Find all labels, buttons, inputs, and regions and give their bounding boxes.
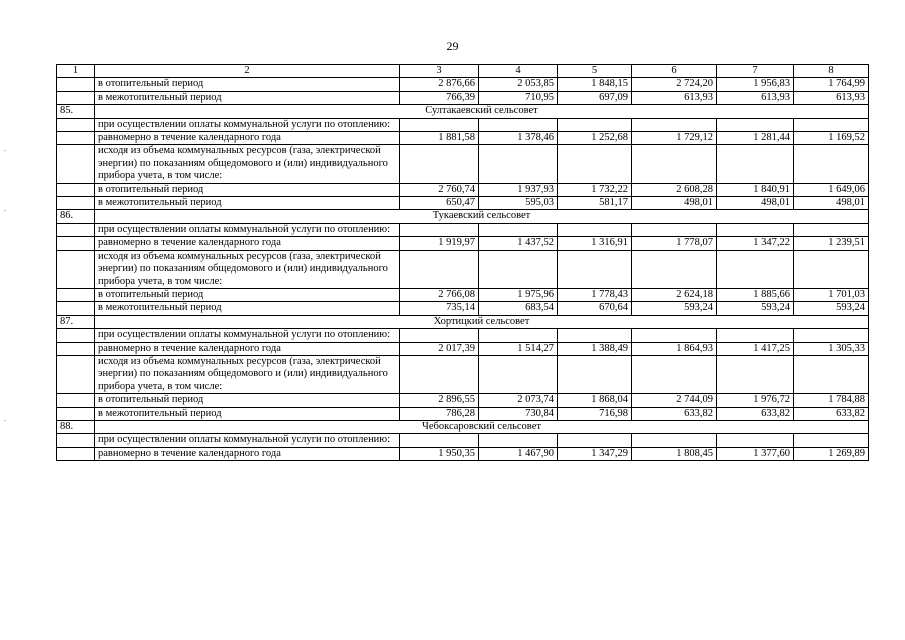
value-cell: 1 864,93	[632, 342, 717, 355]
row-label: исходя из объема коммунальных ресурсов (газа, электрической энергии) по показаниям общедомового и (или) индивидуального прибора учета, в том числе:	[95, 355, 400, 393]
value-cell: 716,98	[558, 407, 632, 420]
table-row	[57, 407, 869, 420]
scan-artifact	[4, 420, 6, 421]
value-cell	[558, 145, 632, 183]
row-number	[57, 132, 95, 145]
row-number: 87.	[57, 315, 95, 328]
row-number	[57, 302, 95, 315]
value-cell: 730,84	[479, 407, 558, 420]
section-title: Хортицкий сельсовет	[95, 315, 869, 328]
row-number	[57, 91, 95, 104]
value-cell	[479, 145, 558, 183]
value-cell: 1 281,44	[717, 132, 794, 145]
section-title: Чебоксаровский сельсовет	[95, 420, 869, 433]
value-cell	[632, 329, 717, 342]
value-cell	[717, 145, 794, 183]
value-cell: 1 868,04	[558, 394, 632, 407]
value-cell: 697,09	[558, 91, 632, 104]
value-cell	[400, 355, 479, 393]
value-cell	[479, 355, 558, 393]
value-cell: 1 701,03	[794, 288, 869, 301]
section-title: Тукаевский сельсовет	[95, 210, 869, 223]
value-cell: 1 808,45	[632, 447, 717, 460]
value-cell	[794, 145, 869, 183]
value-cell	[794, 434, 869, 447]
value-cell: 1 388,49	[558, 342, 632, 355]
row-number	[57, 329, 95, 342]
section-row	[57, 420, 869, 433]
header-cell: 2	[95, 65, 400, 78]
row-label: равномерно в течение календарного года	[95, 342, 400, 355]
value-cell: 1 956,83	[717, 78, 794, 91]
row-label: исходя из объема коммунальных ресурсов (газа, электрической энергии) по показаниям общедомового и (или) индивидуального прибора учета, в том числе:	[95, 250, 400, 288]
row-label: в отопительный период	[95, 288, 400, 301]
value-cell: 1 417,25	[717, 342, 794, 355]
row-number	[57, 118, 95, 131]
row-number	[57, 447, 95, 460]
value-cell: 581,17	[558, 197, 632, 210]
header-cell: 5	[558, 65, 632, 78]
value-cell	[400, 434, 479, 447]
value-cell: 683,54	[479, 302, 558, 315]
value-cell: 1 347,22	[717, 237, 794, 250]
value-cell	[632, 434, 717, 447]
value-cell: 1 252,68	[558, 132, 632, 145]
row-number: 86.	[57, 210, 95, 223]
table-row	[57, 288, 869, 301]
row-label: в отопительный период	[95, 183, 400, 196]
subheading-row	[57, 329, 869, 342]
value-cell: 613,93	[717, 91, 794, 104]
value-cell	[558, 250, 632, 288]
subheading-row	[57, 223, 869, 236]
header-cell: 6	[632, 65, 717, 78]
value-cell: 786,28	[400, 407, 479, 420]
value-cell: 2 608,28	[632, 183, 717, 196]
value-cell	[558, 355, 632, 393]
value-cell	[632, 223, 717, 236]
row-number	[57, 355, 95, 393]
row-label: исходя из объема коммунальных ресурсов (газа, электрической энергии) по показаниям общедомового и (или) индивидуального прибора учета, в том числе:	[95, 145, 400, 183]
value-cell: 650,47	[400, 197, 479, 210]
value-cell: 1 377,60	[717, 447, 794, 460]
value-cell: 1 976,72	[717, 394, 794, 407]
row-number	[57, 183, 95, 196]
subheading-row	[57, 250, 869, 288]
row-label: в межотопительный период	[95, 91, 400, 104]
value-cell: 1 840,91	[717, 183, 794, 196]
value-cell	[632, 355, 717, 393]
value-cell: 735,14	[400, 302, 479, 315]
scan-artifact	[4, 150, 6, 151]
value-cell	[558, 118, 632, 131]
value-cell: 498,01	[717, 197, 794, 210]
table-row	[57, 237, 869, 250]
value-cell: 1 169,52	[794, 132, 869, 145]
value-cell: 2 760,74	[400, 183, 479, 196]
value-cell: 1 378,46	[479, 132, 558, 145]
value-cell	[717, 329, 794, 342]
value-cell	[558, 329, 632, 342]
value-cell: 2 744,09	[632, 394, 717, 407]
value-cell: 1 732,22	[558, 183, 632, 196]
row-label: в межотопительный период	[95, 407, 400, 420]
value-cell: 1 784,88	[794, 394, 869, 407]
value-cell: 1 514,27	[479, 342, 558, 355]
value-cell: 1 848,15	[558, 78, 632, 91]
value-cell: 1 437,52	[479, 237, 558, 250]
subheading-row	[57, 355, 869, 393]
value-cell: 2 896,55	[400, 394, 479, 407]
value-cell: 593,24	[632, 302, 717, 315]
table-row	[57, 342, 869, 355]
value-cell: 1 950,35	[400, 447, 479, 460]
value-cell: 613,93	[794, 91, 869, 104]
value-cell	[400, 118, 479, 131]
value-cell: 498,01	[632, 197, 717, 210]
value-cell	[717, 223, 794, 236]
value-cell: 1 729,12	[632, 132, 717, 145]
value-cell: 2 624,18	[632, 288, 717, 301]
value-cell: 593,24	[717, 302, 794, 315]
value-cell	[717, 434, 794, 447]
value-cell: 498,01	[794, 197, 869, 210]
value-cell: 595,03	[479, 197, 558, 210]
section-row	[57, 315, 869, 328]
value-cell	[794, 223, 869, 236]
row-number: 88.	[57, 420, 95, 433]
value-cell: 2 766,08	[400, 288, 479, 301]
row-number	[57, 288, 95, 301]
subheading-row	[57, 434, 869, 447]
value-cell: 766,39	[400, 91, 479, 104]
value-cell: 1 649,06	[794, 183, 869, 196]
row-label: при осуществлении оплаты коммунальной услуги по отоплению:	[95, 223, 400, 236]
row-number	[57, 197, 95, 210]
table-row	[57, 302, 869, 315]
value-cell	[717, 355, 794, 393]
row-number	[57, 250, 95, 288]
value-cell: 593,24	[794, 302, 869, 315]
value-cell	[400, 145, 479, 183]
row-number	[57, 145, 95, 183]
value-cell: 1 778,07	[632, 237, 717, 250]
value-cell	[400, 329, 479, 342]
value-cell: 1 239,51	[794, 237, 869, 250]
value-cell	[794, 355, 869, 393]
row-label: в отопительный период	[95, 394, 400, 407]
value-cell: 2 724,20	[632, 78, 717, 91]
subheading-row	[57, 145, 869, 183]
value-cell: 710,95	[479, 91, 558, 104]
value-cell	[400, 223, 479, 236]
value-cell	[794, 118, 869, 131]
value-cell: 633,82	[632, 407, 717, 420]
value-cell: 1 467,90	[479, 447, 558, 460]
row-label: равномерно в течение календарного года	[95, 237, 400, 250]
value-cell	[794, 250, 869, 288]
value-cell: 1 347,29	[558, 447, 632, 460]
value-cell	[717, 118, 794, 131]
row-number: 85.	[57, 105, 95, 118]
value-cell	[479, 223, 558, 236]
row-label: в межотопительный период	[95, 302, 400, 315]
scan-artifact	[4, 210, 6, 211]
row-number	[57, 434, 95, 447]
row-number	[57, 342, 95, 355]
row-number	[57, 237, 95, 250]
value-cell: 1 778,43	[558, 288, 632, 301]
section-title: Султакаевский сельсовет	[95, 105, 869, 118]
row-number	[57, 394, 95, 407]
value-cell	[632, 145, 717, 183]
tariff-table	[56, 64, 869, 461]
value-cell	[632, 250, 717, 288]
value-cell	[479, 250, 558, 288]
row-label: в межотопительный период	[95, 197, 400, 210]
row-number	[57, 407, 95, 420]
value-cell: 1 919,97	[400, 237, 479, 250]
header-cell: 1	[57, 65, 95, 78]
value-cell: 1 937,93	[479, 183, 558, 196]
subheading-row	[57, 118, 869, 131]
header-cell: 4	[479, 65, 558, 78]
value-cell: 1 881,58	[400, 132, 479, 145]
value-cell	[558, 434, 632, 447]
row-label: в отопительный период	[95, 78, 400, 91]
value-cell: 1 316,91	[558, 237, 632, 250]
table-row	[57, 183, 869, 196]
table-row	[57, 447, 869, 460]
value-cell	[558, 223, 632, 236]
table-row	[57, 394, 869, 407]
value-cell: 1 305,33	[794, 342, 869, 355]
header-cell: 8	[794, 65, 869, 78]
row-label: при осуществлении оплаты коммунальной услуги по отоплению:	[95, 118, 400, 131]
page-number: 29	[446, 39, 459, 53]
row-label: равномерно в течение календарного года	[95, 447, 400, 460]
value-cell	[717, 250, 794, 288]
row-number	[57, 223, 95, 236]
value-cell: 2 017,39	[400, 342, 479, 355]
value-cell: 1 975,96	[479, 288, 558, 301]
header-row	[57, 65, 869, 78]
value-cell: 2 053,85	[479, 78, 558, 91]
table-row	[57, 132, 869, 145]
row-label: при осуществлении оплаты коммунальной услуги по отоплению:	[95, 329, 400, 342]
value-cell	[632, 118, 717, 131]
value-cell	[400, 250, 479, 288]
value-cell: 613,93	[632, 91, 717, 104]
value-cell: 633,82	[717, 407, 794, 420]
value-cell	[794, 329, 869, 342]
row-number	[57, 78, 95, 91]
header-cell: 7	[717, 65, 794, 78]
table-row	[57, 78, 869, 91]
section-row	[57, 210, 869, 223]
value-cell: 633,82	[794, 407, 869, 420]
value-cell: 670,64	[558, 302, 632, 315]
table-body	[57, 65, 869, 461]
value-cell	[479, 329, 558, 342]
value-cell: 1 885,66	[717, 288, 794, 301]
value-cell: 1 269,89	[794, 447, 869, 460]
value-cell: 1 764,99	[794, 78, 869, 91]
row-label: при осуществлении оплаты коммунальной услуги по отоплению:	[95, 434, 400, 447]
table-row	[57, 91, 869, 104]
value-cell	[479, 118, 558, 131]
value-cell: 2 876,66	[400, 78, 479, 91]
row-label: равномерно в течение календарного года	[95, 132, 400, 145]
table-row	[57, 197, 869, 210]
header-cell: 3	[400, 65, 479, 78]
section-row	[57, 105, 869, 118]
value-cell	[479, 434, 558, 447]
value-cell: 2 073,74	[479, 394, 558, 407]
